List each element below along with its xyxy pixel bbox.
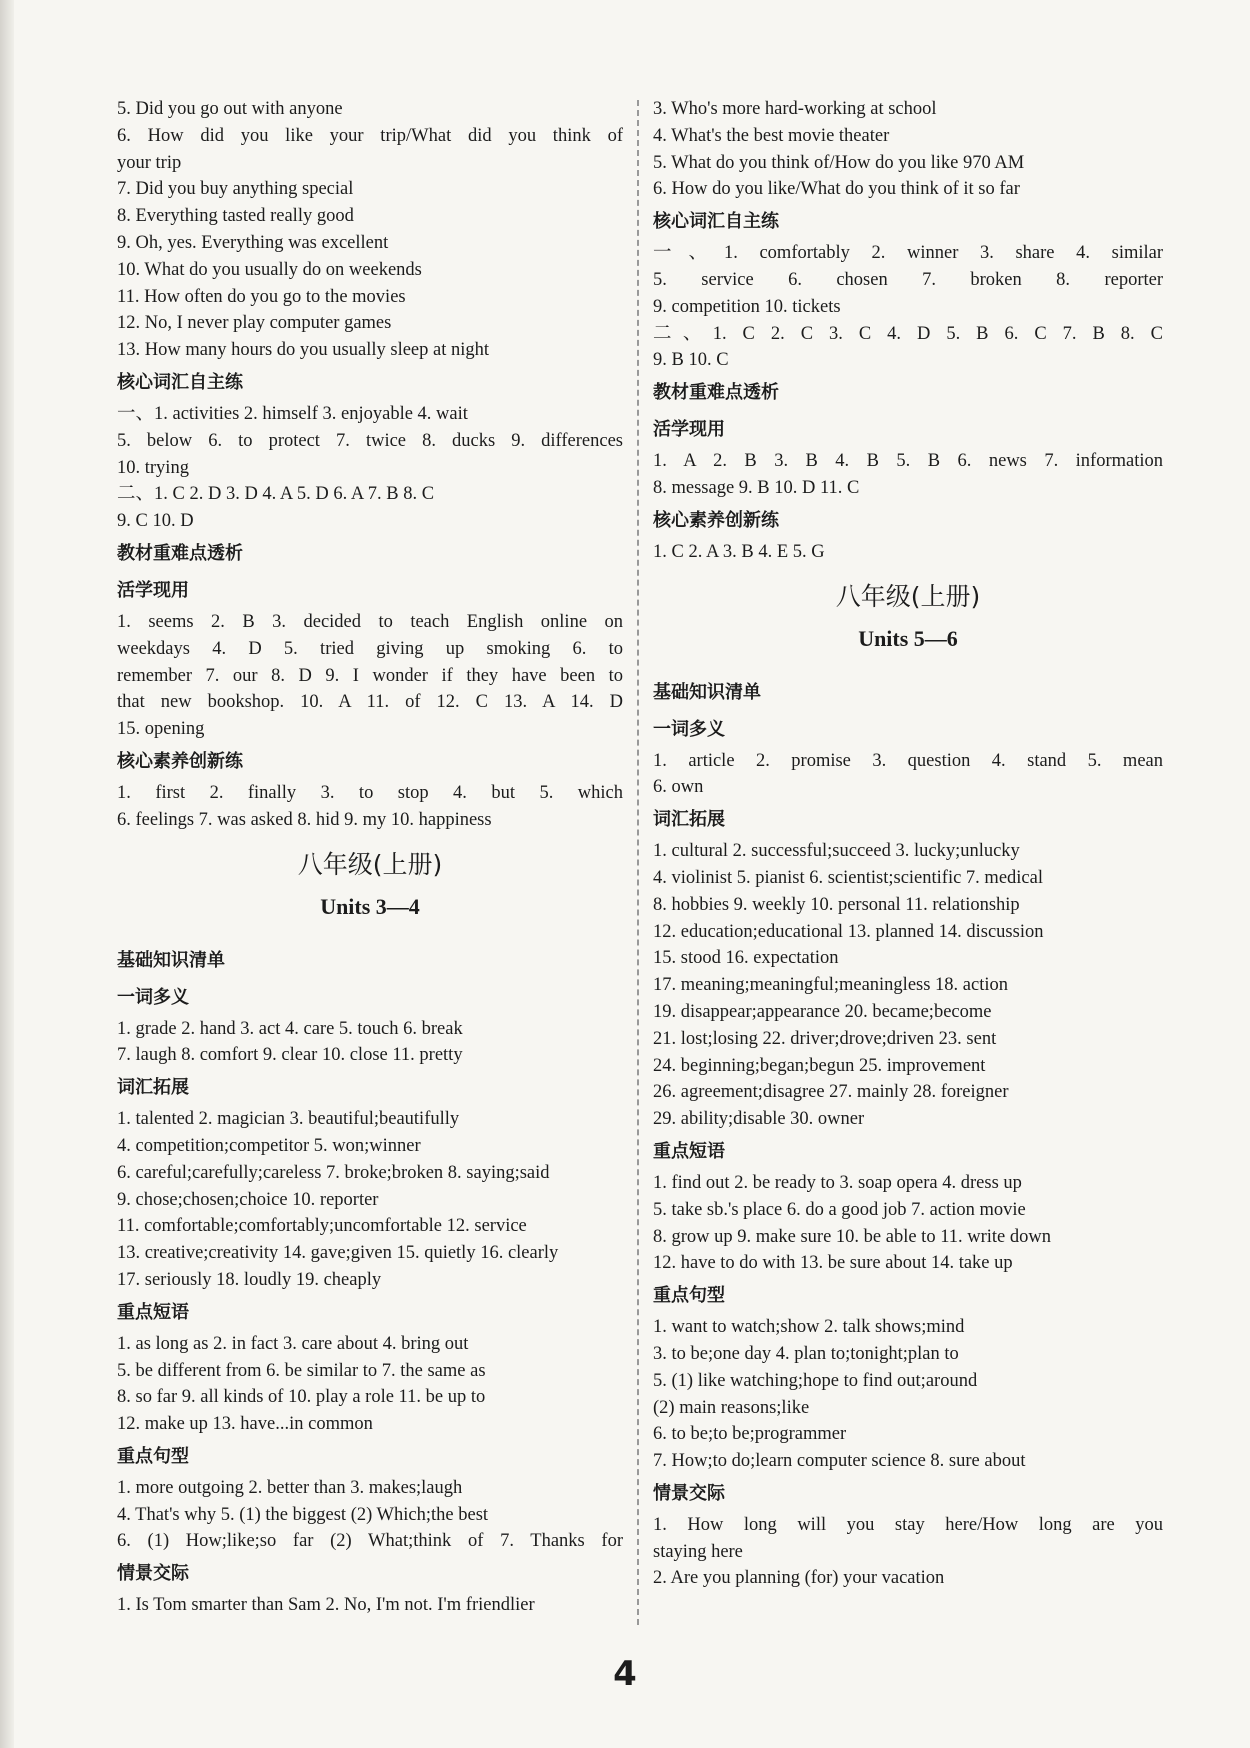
- answer-line: 8. hobbies 9. weekly 10. personal 11. relationship: [653, 894, 1020, 915]
- answer-line: 17. seriously 18. loudly 19. cheaply: [117, 1269, 382, 1290]
- answer-line: 21. lost;losing 22. driver;drove;driven 23. sent: [653, 1028, 997, 1049]
- answer-line: 5. take sb.'s place 6. do a good job 7. action movie: [653, 1199, 1026, 1220]
- answer-line: 3. to be;one day 4. plan to;tonight;plan to: [653, 1343, 959, 1364]
- answer-line: 8. message 9. B 10. D 11. C: [653, 477, 860, 498]
- section-heading: 核心素养创新练: [117, 750, 243, 772]
- answer-line: 10. trying: [117, 457, 189, 478]
- units-title: Units 5—6: [858, 625, 958, 651]
- answer-line: 6. feelings 7. was asked 8. hid 9. my 10. happiness: [117, 809, 492, 830]
- answer-line: that new bookshop. 10. A 11. of 12. C 13. A 14. D: [117, 692, 623, 713]
- answer-line: staying here: [653, 1541, 743, 1562]
- answer-line: 6. own: [653, 777, 704, 798]
- answer-line: 8. Everything tasted really good: [117, 206, 354, 227]
- answer-line: 1. talented 2. magician 3. beautiful;beautifully: [117, 1109, 460, 1130]
- section-heading: 词汇拓展: [117, 1077, 189, 1099]
- section-heading: 重点短语: [117, 1301, 189, 1323]
- answer-line: 5. service 6. chosen 7. broken 8. reporter: [653, 269, 1163, 290]
- answer-line: 6. (1) How;like;so far (2) What;think of 7. Thanks for: [117, 1531, 623, 1552]
- answer-line: 13. creative;creativity 14. gave;given 15. quietly 16. clearly: [117, 1243, 559, 1264]
- answer-line: 12. make up 13. have...in common: [117, 1414, 373, 1435]
- answer-line: 8. so far 9. all kinds of 10. play a role 11. be up to: [117, 1387, 486, 1408]
- answer-line: (2) main reasons;like: [653, 1397, 810, 1418]
- answer-line: 11. comfortable;comfortably;uncomfortable 12. service: [117, 1216, 527, 1237]
- answer-line: 1. cultural 2. successful;succeed 3. lucky;unlucky: [653, 841, 1020, 862]
- answer-line: remember 7. our 8. D 9. I wonder if they have been to: [117, 665, 623, 686]
- section-heading: 教材重难点透析: [653, 382, 779, 404]
- answer-line: 1. more outgoing 2. better than 3. makes;laugh: [117, 1477, 463, 1498]
- answer-line: 5. Did you go out with anyone: [117, 99, 343, 119]
- answer-line: 1. article 2. promise 3. question 4. stand 5. mean: [653, 750, 1163, 771]
- section-heading: 重点句型: [117, 1445, 189, 1467]
- answer-line: 12. No, I never play computer games: [117, 313, 392, 334]
- section-heading: 基础知识清单: [117, 949, 225, 971]
- section-heading: 活学现用: [117, 579, 189, 601]
- answer-line: 1. as long as 2. in fact 3. care about 4. bring out: [117, 1333, 469, 1354]
- answer-line: 11. How often do you go to the movies: [117, 286, 406, 307]
- answer-line: 一、1. comfortably 2. winner 3. share 4. similar: [653, 243, 1163, 264]
- section-heading: 核心素养创新练: [653, 509, 779, 531]
- answer-line: 9. Oh, yes. Everything was excellent: [117, 232, 389, 253]
- section-heading: 重点短语: [653, 1140, 725, 1162]
- answer-line: 12. education;educational 13. planned 14. discussion: [653, 921, 1044, 942]
- page-spine-shadow: [0, 0, 14, 1748]
- grade-title: 八年级(上册): [297, 849, 443, 879]
- answer-line: 1. grade 2. hand 3. act 4. care 5. touch 6. break: [117, 1018, 463, 1039]
- section-heading: 教材重难点透析: [117, 542, 243, 564]
- answer-line: 4. What's the best movie theater: [653, 125, 890, 146]
- left-answer-column: [117, 96, 623, 1619]
- answer-line: 9. B 10. C: [653, 350, 729, 371]
- answer-line: 13. How many hours do you usually sleep at night: [117, 340, 490, 361]
- section-heading: 活学现用: [653, 419, 725, 441]
- answer-line: 17. meaning;meaningful;meaningless 18. action: [653, 975, 1009, 996]
- section-heading: 情景交际: [653, 1482, 725, 1504]
- section-heading: 重点句型: [653, 1285, 725, 1307]
- section-heading: 一词多义: [653, 718, 725, 740]
- answer-line: 1. want to watch;show 2. talk shows;mind: [653, 1317, 965, 1338]
- answer-line: 5. (1) like watching;hope to find out;around: [653, 1370, 978, 1391]
- right-answer-column: [653, 96, 1163, 1592]
- answer-line: 12. have to do with 13. be sure about 14. take up: [653, 1253, 1013, 1274]
- answer-line: 1. C 2. A 3. B 4. E 5. G: [653, 541, 825, 562]
- answer-line: 9. chose;chosen;choice 10. reporter: [117, 1189, 379, 1210]
- column-divider: [637, 100, 639, 1625]
- answer-line: 5. be different from 6. be similar to 7. the same as: [117, 1360, 486, 1381]
- units-title: Units 3—4: [320, 893, 420, 919]
- answer-line: 1. How long will you stay here/How long are you: [653, 1514, 1163, 1535]
- answer-line: 15. opening: [117, 719, 205, 740]
- answer-line: 1. Is Tom smarter than Sam 2. No, I'm not. I'm friendlier: [117, 1595, 535, 1616]
- answer-line: 7. Did you buy anything special: [117, 179, 354, 200]
- answer-line: 2. Are you planning (for) your vacation: [653, 1568, 945, 1589]
- answer-line: 9. C 10. D: [117, 511, 194, 532]
- answer-line: 5. What do you think of/How do you like 970 AM: [653, 152, 1025, 173]
- answer-line: 29. ability;disable 30. owner: [653, 1109, 865, 1130]
- answer-line: 9. competition 10. tickets: [653, 296, 841, 317]
- section-heading: 一词多义: [117, 986, 189, 1008]
- answer-line: 6. careful;carefully;careless 7. broke;broken 8. saying;said: [117, 1162, 550, 1183]
- answer-line: 10. What do you usually do on weekends: [117, 259, 422, 280]
- answer-line: 二、1. C 2. C 3. C 4. D 5. B 6. C 7. B 8. C: [653, 323, 1163, 344]
- answer-line: 19. disappear;appearance 20. became;become: [653, 1001, 992, 1022]
- answer-line: 6. to be;to be;programmer: [653, 1424, 847, 1445]
- section-heading: 词汇拓展: [653, 809, 725, 831]
- answer-line: 6. How did you like your trip/What did you think of: [117, 125, 623, 146]
- section-heading: 基础知识清单: [653, 681, 761, 703]
- answer-line: 15. stood 16. expectation: [653, 948, 839, 969]
- answer-line: 26. agreement;disagree 27. mainly 28. foreigner: [653, 1082, 1009, 1103]
- answer-line: 7. laugh 8. comfort 9. clear 10. close 11. pretty: [117, 1045, 463, 1066]
- answer-line: 3. Who's more hard-working at school: [653, 99, 937, 119]
- answer-line: 6. How do you like/What do you think of it so far: [653, 179, 1020, 200]
- answer-line: 4. violinist 5. pianist 6. scientist;scientific 7. medical: [653, 867, 1043, 888]
- answer-line: 4. That's why 5. (1) the biggest (2) Which;the best: [117, 1504, 489, 1525]
- answer-line: 一、1. activities 2. himself 3. enjoyable 4. wait: [117, 403, 468, 424]
- answer-line: 8. grow up 9. make sure 10. be able to 11. write down: [653, 1226, 1052, 1247]
- section-heading: 核心词汇自主练: [653, 211, 779, 233]
- answer-line: your trip: [117, 152, 182, 173]
- answer-line: 5. below 6. to protect 7. twice 8. ducks 9. differences: [117, 430, 623, 451]
- answer-line: weekdays 4. D 5. tried giving up smoking 6. to: [117, 638, 623, 659]
- answer-line: 1. seems 2. B 3. decided to teach English online on: [117, 611, 623, 632]
- answer-line: 1. A 2. B 3. B 4. B 5. B 6. news 7. information: [653, 451, 1163, 472]
- section-heading: 核心词汇自主练: [117, 371, 243, 393]
- answer-line: 1. find out 2. be ready to 3. soap opera 4. dress up: [653, 1172, 1022, 1193]
- grade-title: 八年级(上册): [835, 581, 981, 611]
- page-number: 4: [613, 1654, 637, 1694]
- answer-line: 1. first 2. finally 3. to stop 4. but 5. which: [117, 782, 623, 803]
- answer-line: 24. beginning;began;begun 25. improvement: [653, 1055, 986, 1076]
- section-heading: 情景交际: [117, 1563, 189, 1585]
- answer-line: 二、1. C 2. D 3. D 4. A 5. D 6. A 7. B 8. C: [117, 484, 435, 505]
- answer-line: 4. competition;competitor 5. won;winner: [117, 1135, 421, 1156]
- answer-line: 7. How;to do;learn computer science 8. sure about: [653, 1451, 1026, 1472]
